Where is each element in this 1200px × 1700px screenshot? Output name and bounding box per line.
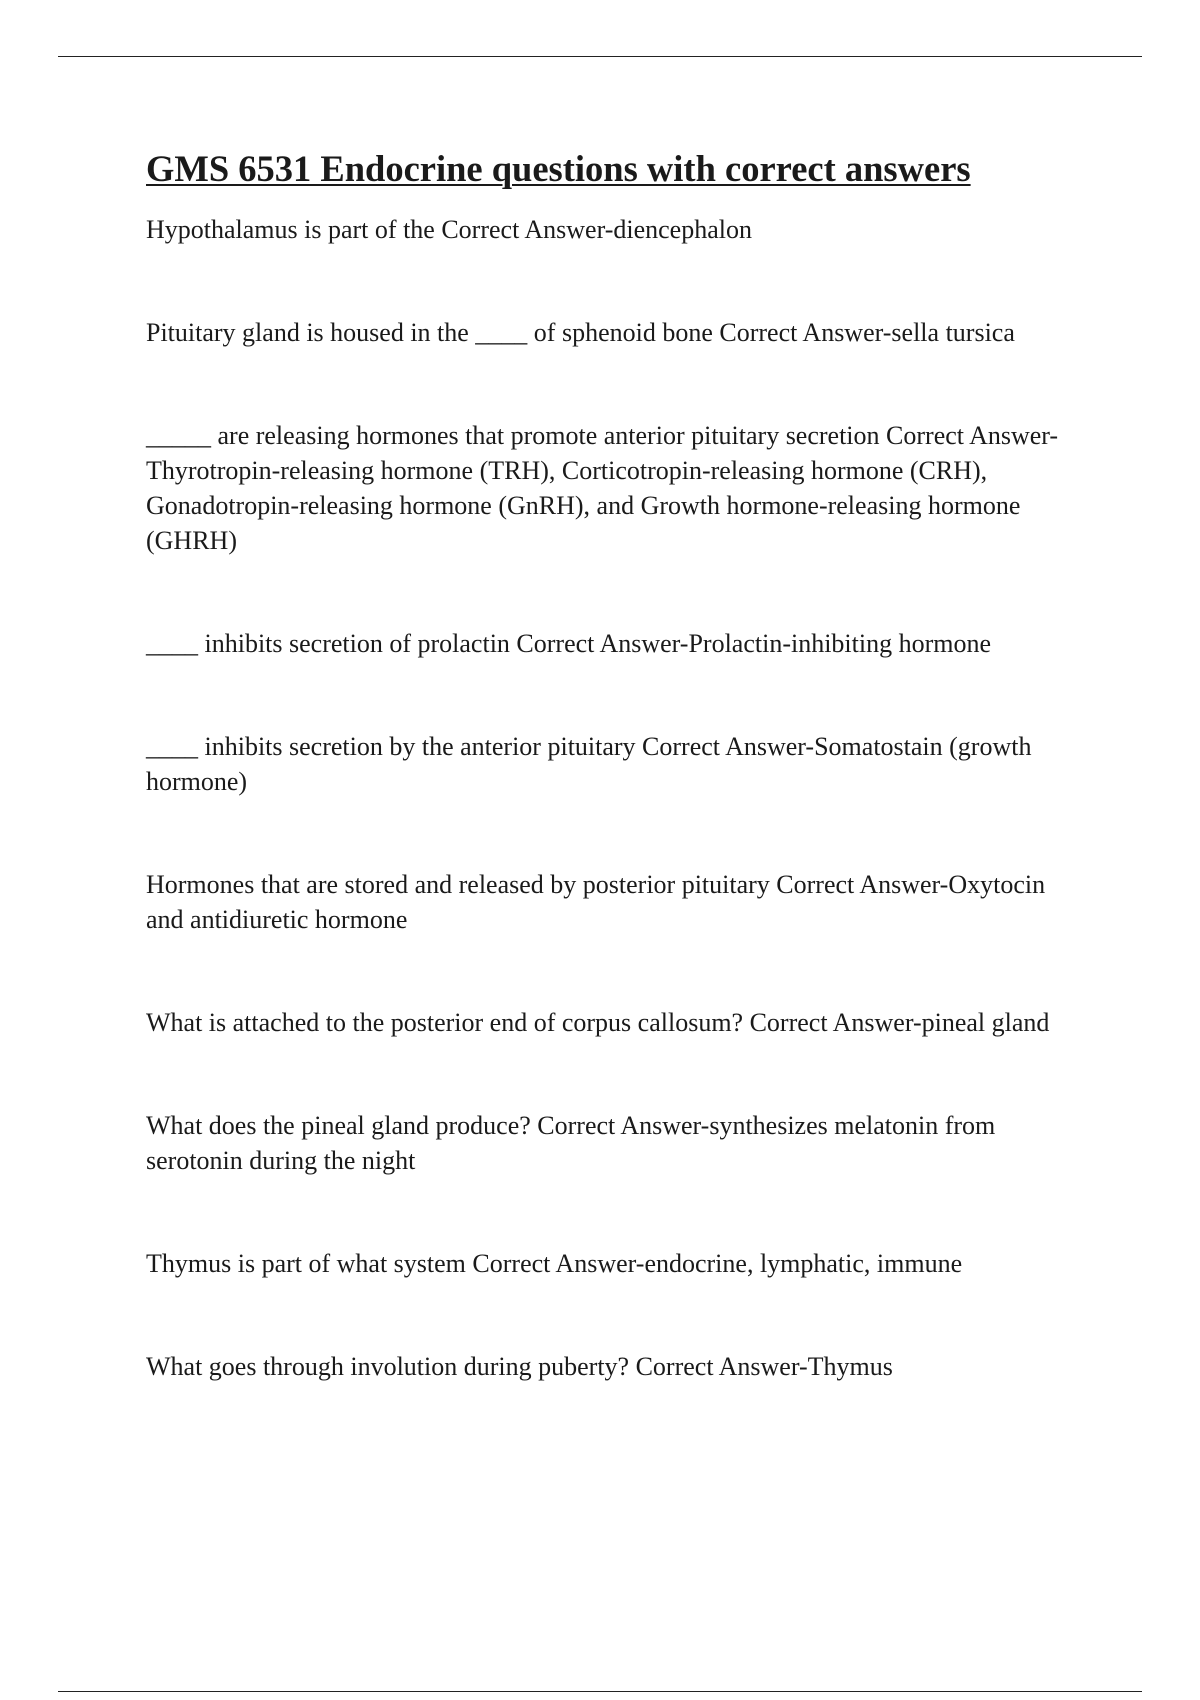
- document-title: GMS 6531 Endocrine questions with correct answers: [146, 148, 971, 189]
- question-item: Hormones that are stored and released by posterior pituitary Correct Answer-Oxytocin and antidiuretic hormone: [146, 870, 1046, 934]
- question-item: Thymus is part of what system Correct Answer-endocrine, lymphatic, immune: [146, 1249, 963, 1278]
- question-item: Hypothalamus is part of the Correct Answer-diencephalon: [146, 215, 752, 244]
- question-item: Pituitary gland is housed in the ____ of sphenoid bone Correct Answer-sella tursica: [146, 318, 1015, 347]
- question-item: What goes through involution during puberty? Correct Answer-Thymus: [146, 1352, 893, 1381]
- footer-divider: [58, 1691, 1142, 1692]
- document-body: [146, 144, 1086, 1384]
- header-divider: [58, 56, 1142, 57]
- question-list: [146, 212, 1086, 1384]
- question-item: What does the pineal gland produce? Correct Answer-synthesizes melatonin from serotonin during the night: [146, 1111, 996, 1175]
- question-item: _____ are releasing hormones that promote anterior pituitary secretion Correct Answer-Thyrotropin-releasing hormone (TRH), Corticotropin-releasing hormone (CRH), Gonadotropin-releasing hormone (GnRH), and Growth hormone-releasing hormone (GHRH): [146, 421, 1059, 555]
- question-item: ____ inhibits secretion of prolactin Correct Answer-Prolactin-inhibiting hormone: [146, 629, 992, 658]
- question-item: ____ inhibits secretion by the anterior pituitary Correct Answer-Somatostain (growth hormone): [146, 732, 1032, 796]
- question-item: What is attached to the posterior end of corpus callosum? Correct Answer-pineal gland: [146, 1008, 1050, 1037]
